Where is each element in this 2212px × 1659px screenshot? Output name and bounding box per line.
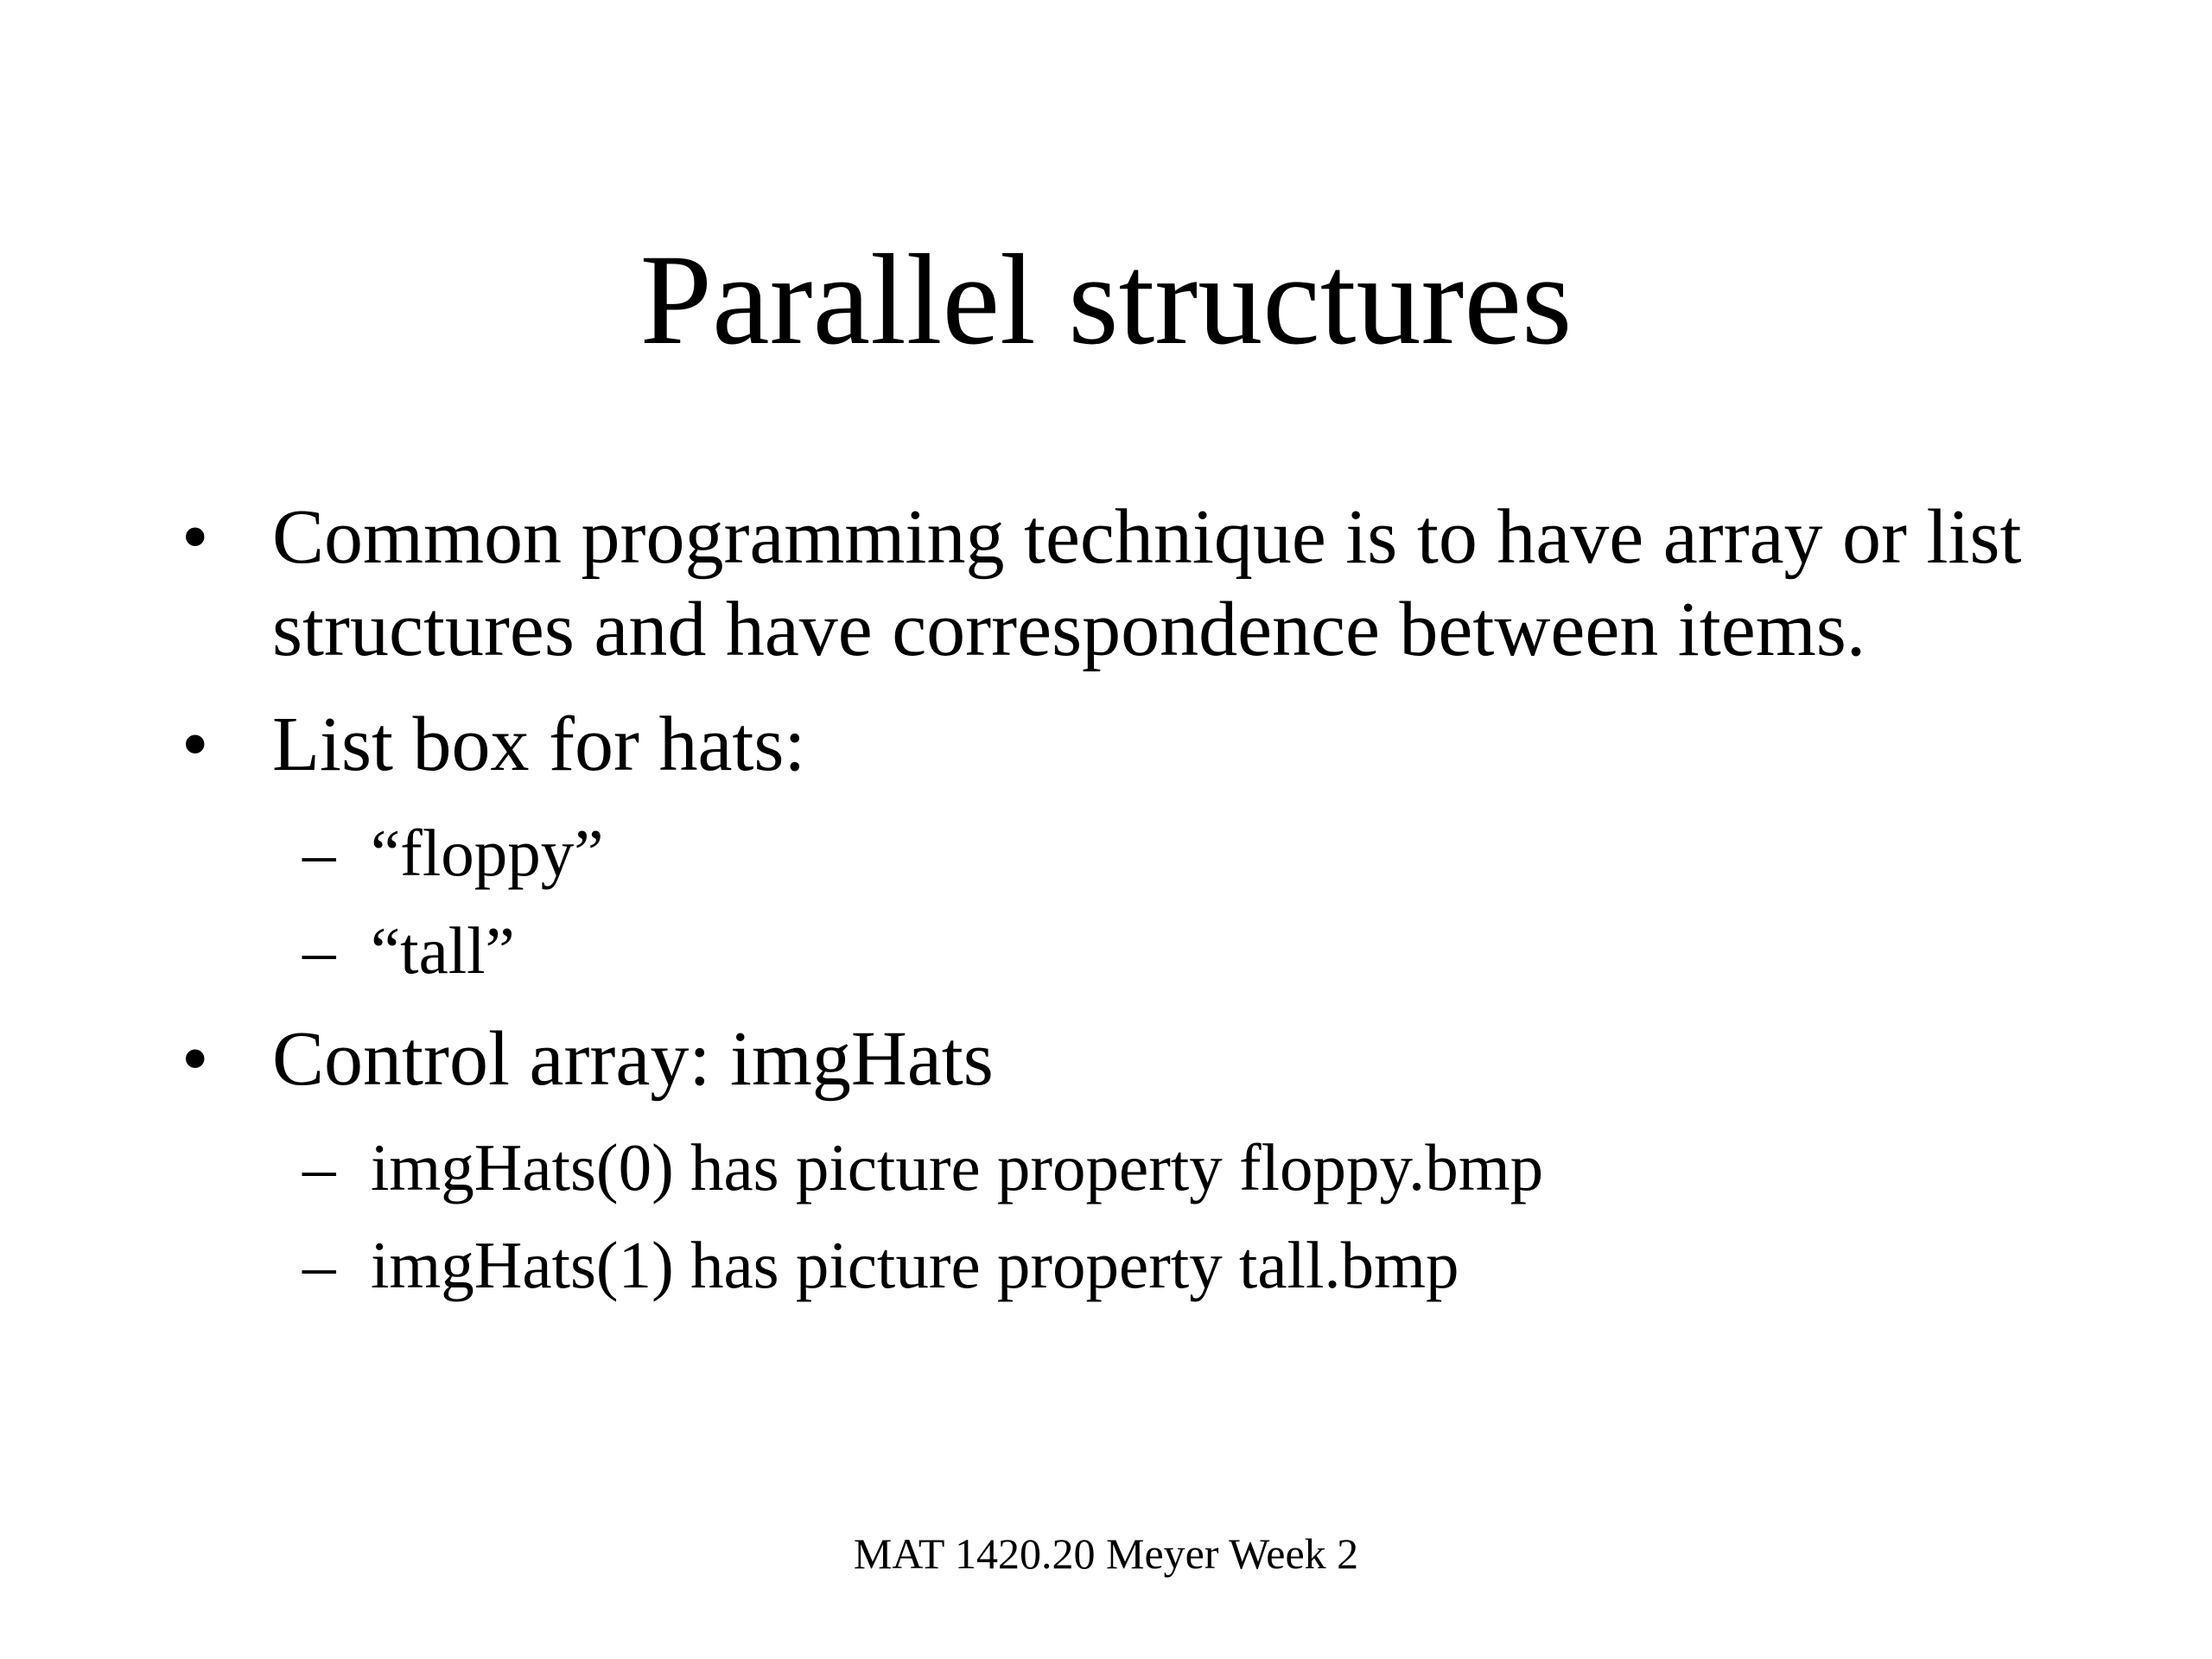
sub-text: imgHats(1) has picture property tall.bmp bbox=[371, 1228, 1459, 1302]
slide-footer: MAT 1420.20 Meyer Week 2 bbox=[853, 1529, 1359, 1578]
sub-marker: – bbox=[302, 816, 336, 890]
bullet-item bbox=[181, 698, 2082, 791]
sub-text: “floppy” bbox=[371, 816, 604, 890]
bullet-marker: • bbox=[181, 494, 209, 580]
sub-list bbox=[181, 1128, 2082, 1305]
sub-item bbox=[181, 1225, 2082, 1305]
sub-text: “tall” bbox=[371, 913, 515, 988]
slide-content bbox=[181, 491, 2082, 1327]
sub-item bbox=[181, 813, 2082, 893]
sub-item bbox=[181, 1128, 2082, 1207]
sub-marker: – bbox=[302, 1228, 336, 1302]
sub-marker: – bbox=[302, 1130, 336, 1205]
sub-marker: – bbox=[302, 913, 336, 988]
sub-item bbox=[181, 911, 2082, 990]
sub-list bbox=[181, 813, 2082, 990]
bullet-text: Control array: imgHats bbox=[272, 1016, 994, 1102]
slide-title: Parallel structures bbox=[639, 228, 1573, 372]
bullet-marker: • bbox=[181, 1016, 209, 1102]
bullet-item bbox=[181, 491, 2082, 676]
bullet-text: List box for hats: bbox=[272, 702, 806, 787]
bullet-marker: • bbox=[181, 702, 209, 787]
bullet-text: Common programming technique is to have array or list structures and have correspondence between items. bbox=[272, 494, 2022, 672]
bullet-item bbox=[181, 1013, 2082, 1105]
sub-text: imgHats(0) has picture property floppy.bmp bbox=[371, 1130, 1544, 1205]
